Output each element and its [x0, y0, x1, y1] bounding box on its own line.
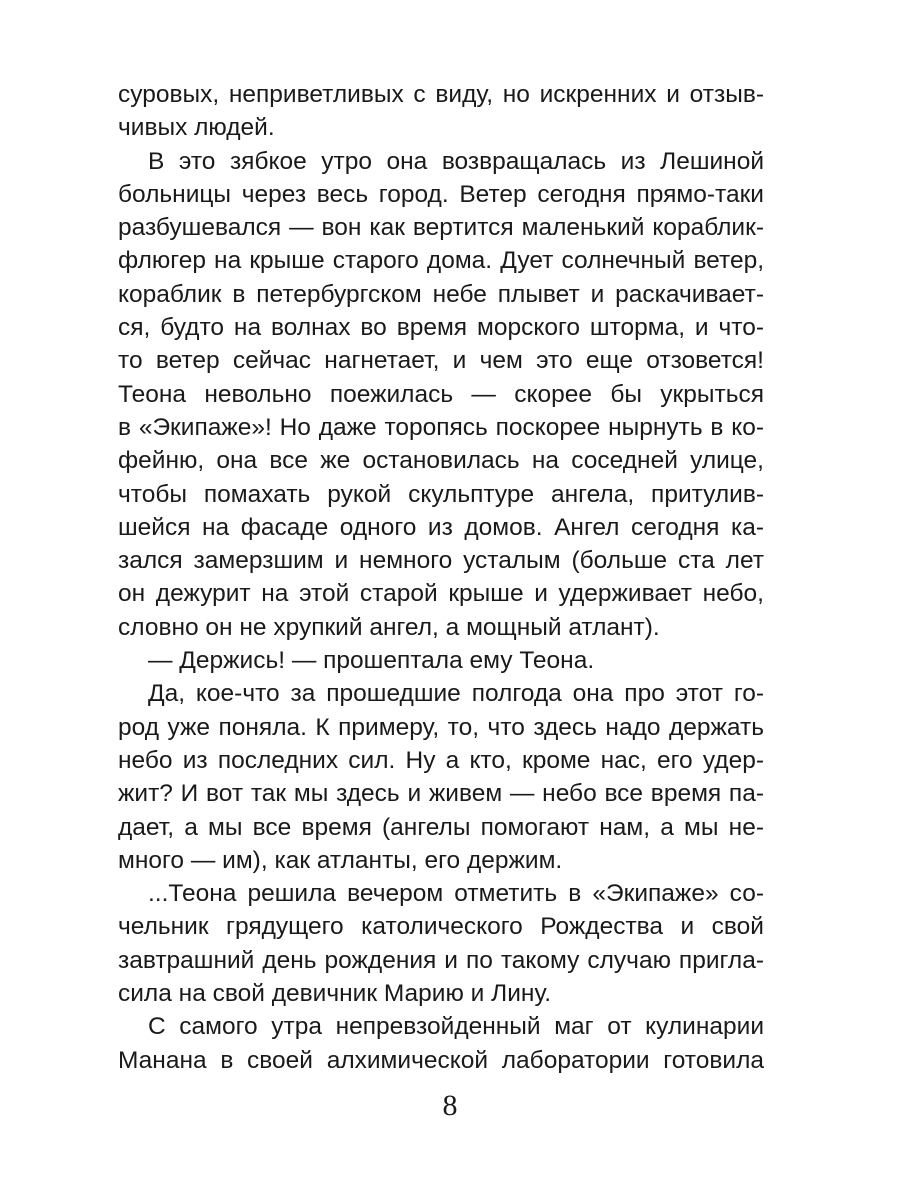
text-line: разбушевался — вон как вертится маленький кораблик-: [118, 214, 764, 242]
text-line: род уже поняла. К примеру, то, что здесь надо держать: [118, 713, 764, 741]
text-line: ся, будто на волнах во время морского шторма, и что-: [118, 314, 764, 342]
text-line: в «Экипаже»! Но даже торопясь поскорее нырнуть в ко-: [118, 413, 764, 441]
text-line: больницы через весь город. Ветер сегодня прямо-таки: [118, 180, 764, 208]
text-line: суровых, неприветливых с виду, но искренних и отзыв-: [118, 81, 764, 108]
paragraph-start-line: Да, кое-что за прошедшие полгода она про этот го-: [148, 680, 764, 708]
paragraph-start-line: В это зябкое утро она возвращалась из Лешиной: [148, 147, 764, 175]
text-line: чивых людей.: [118, 114, 275, 142]
text-line: зался замерзшим и немного усталым (больше ста лет: [118, 547, 764, 575]
text-line: словно он не хрупкий ангел, а мощный атлант).: [118, 613, 660, 641]
paragraph-start-line: ...Теона решила вечером отметить в «Экипаже» со-: [148, 880, 764, 908]
text-line: небо из последних сил. Ну а кто, кроме нас, его удер-: [118, 746, 764, 774]
paragraph-start-line: С самого утра непревзойденный маг от кулинарии: [148, 1013, 764, 1041]
text-line: шейся на фасаде одного из домов. Ангел сегодня ка-: [118, 513, 764, 541]
text-line: много — им), как атланты, его держим.: [118, 846, 563, 874]
text-line: сила на свой девичник Марию и Лину.: [118, 980, 552, 1008]
body-text: [118, 78, 764, 1077]
page-number: 8: [442, 1089, 458, 1122]
text-line: жит? И вот так мы здесь и живем — небо все время па-: [118, 780, 764, 808]
text-line: кораблик в петербургском небе плывет и раскачивает-: [118, 280, 764, 308]
text-line: Теона невольно поежилась — скорее бы укрыться: [118, 380, 764, 408]
text-line: Манана в своей алхимической лаборатории готовила: [118, 1046, 764, 1074]
text-line: чтобы помахать рукой скульптуре ангела, притулив-: [118, 480, 764, 508]
text-line: он дежурит на этой старой крыше и удерживает небо,: [118, 580, 764, 608]
text-line: то ветер сейчас нагнетает, и чем это еще отзовется!: [118, 347, 764, 375]
dialogue-line: — Держись! — прошептала ему Теона.: [148, 647, 595, 675]
text-line: флюгер на крыше старого дома. Дует солнечный ветер,: [118, 247, 764, 275]
text-line: фейню, она все же остановилась на соседней улице,: [118, 447, 764, 475]
text-line: дает, а мы все время (ангелы помогают нам, а мы не-: [118, 813, 764, 841]
text-line: завтрашний день рождения и по такому случаю пригла-: [118, 946, 764, 974]
text-line: чельник грядущего католического Рождества и свой: [118, 913, 764, 941]
